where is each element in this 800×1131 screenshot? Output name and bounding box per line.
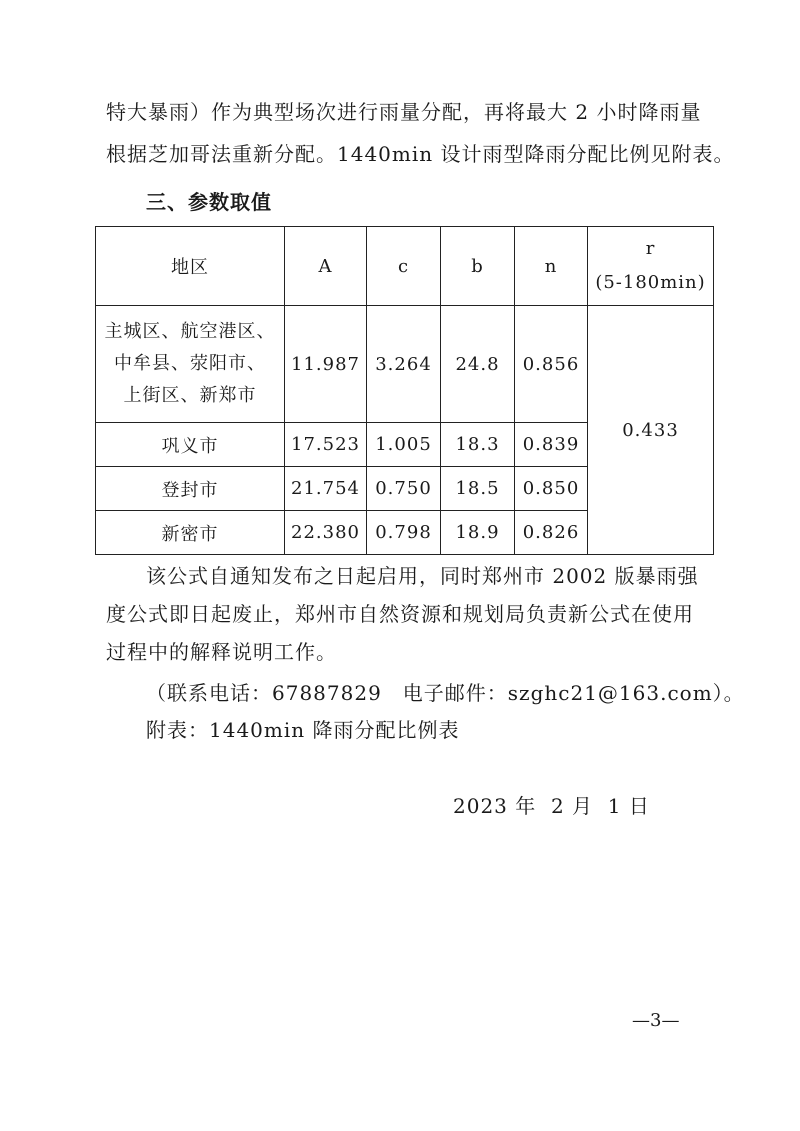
paragraph-bottom-line-3: 过程中的解释说明工作。 [106, 640, 337, 664]
value-c: 0.750 [367, 467, 441, 511]
region-line: 主城区、航空港区、 [104, 321, 276, 342]
region-line: 中牟县、荥阳市、 [114, 353, 266, 374]
paragraph-bottom-line-2: 度公式即日起废止，郑州市自然资源和规划局负责新公式在使用 [106, 602, 694, 626]
parameter-table [95, 226, 714, 555]
header-c: c [367, 227, 441, 306]
value-c: 3.264 [367, 306, 441, 423]
region-cell: 巩义市 [96, 423, 285, 467]
value-A: 22.380 [285, 511, 367, 555]
header-b: b [441, 227, 515, 306]
value-b: 18.3 [441, 423, 515, 467]
attachment-line: 附表：1440min 降雨分配比例表 [146, 718, 460, 742]
region-line: 上街区、新郑市 [123, 385, 257, 406]
value-n: 0.856 [515, 306, 588, 423]
value-b: 18.9 [441, 511, 515, 555]
region-cell: 新密市 [96, 511, 285, 555]
section-heading: 三、参数取值 [146, 190, 272, 214]
region-cell: 登封市 [96, 467, 285, 511]
contact-line: （联系电话：67887829 电子邮件：szghc21@163.com）。 [146, 681, 745, 705]
header-region: 地区 [96, 227, 285, 306]
value-b: 18.5 [441, 467, 515, 511]
header-r-range: (5-180min) [595, 272, 706, 293]
document-date: 2023 年 2 月 1 日 [453, 794, 650, 818]
paragraph-bottom-line-1: 该公式自通知发布之日起启用，同时郑州市 2002 版暴雨强 [146, 564, 699, 588]
region-cell [96, 306, 285, 423]
table-row [96, 306, 714, 423]
value-c: 1.005 [367, 423, 441, 467]
value-A: 17.523 [285, 423, 367, 467]
value-n: 0.850 [515, 467, 588, 511]
header-n: n [515, 227, 588, 306]
table-header-row [96, 227, 714, 306]
value-n: 0.839 [515, 423, 588, 467]
value-b: 24.8 [441, 306, 515, 423]
value-c: 0.798 [367, 511, 441, 555]
header-A: A [285, 227, 367, 306]
value-A: 21.754 [285, 467, 367, 511]
paragraph-top-line-1: 特大暴雨）作为典型场次进行雨量分配，再将最大 2 小时降雨量 [106, 100, 702, 124]
value-n: 0.826 [515, 511, 588, 555]
value-r: 0.433 [588, 306, 714, 555]
page-number: —3— [632, 1010, 680, 1031]
header-r [588, 227, 714, 306]
header-r-symbol: r [645, 238, 656, 259]
paragraph-top-line-2: 根据芝加哥法重新分配。1440min 设计雨型降雨分配比例见附表。 [106, 142, 735, 166]
value-A: 11.987 [285, 306, 367, 423]
